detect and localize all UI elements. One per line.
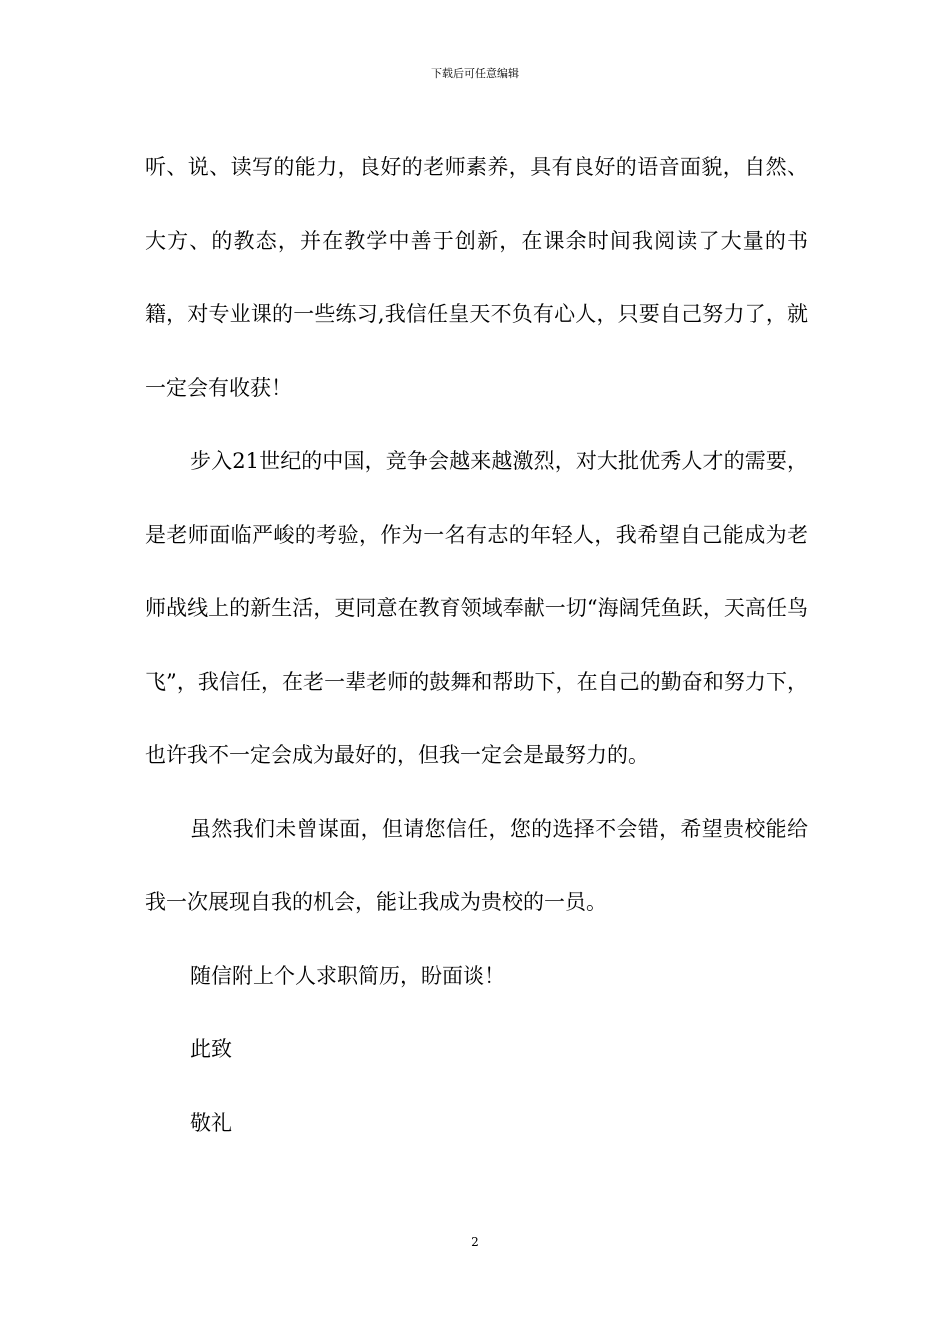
page-number: 2: [471, 1235, 479, 1249]
paragraph-request: 虽然我们未曾谋面，但请您信任，您的选择不会错，希望贵校能给我一次展现自我的机会，能让我成为贵校的一员。: [145, 816, 808, 914]
paragraph-continued: 听、说、读写的能力，良好的老师素养，具有良好的语音面貌，自然、大方、的教态，并在教学中善于创新，在课余时间我阅读了大量的书籍，对专业课的一些练习,我信任皇天不负有心人，只要自己努力了，就一定会有收获！: [145, 155, 808, 400]
salutation-jingli: 敬礼: [190, 1110, 232, 1135]
paragraph-aspiration: 步入21世纪的中国，竞争会越来越激烈，对大批优秀人才的需要，是老师面临严峻的考验，作为一名有志的年轻人，我希望自己能成为老师战线上的新生活，更同意在教育领域奉献一切“海阔凭鱼跃，天高任鸟飞”，我信任，在老一辈老师的鼓舞和帮助下，在自己的勤奋和努力下，也许我不一定会成为最好的，但我一定会是最努力的。: [145, 449, 808, 767]
letter-body: [145, 131, 808, 1160]
salutation-cizhi: 此致: [190, 1037, 232, 1061]
attachment-note: 随信附上个人求职简历，盼面谈！: [190, 963, 505, 988]
page-header: 下载后可任意编辑: [431, 67, 519, 80]
